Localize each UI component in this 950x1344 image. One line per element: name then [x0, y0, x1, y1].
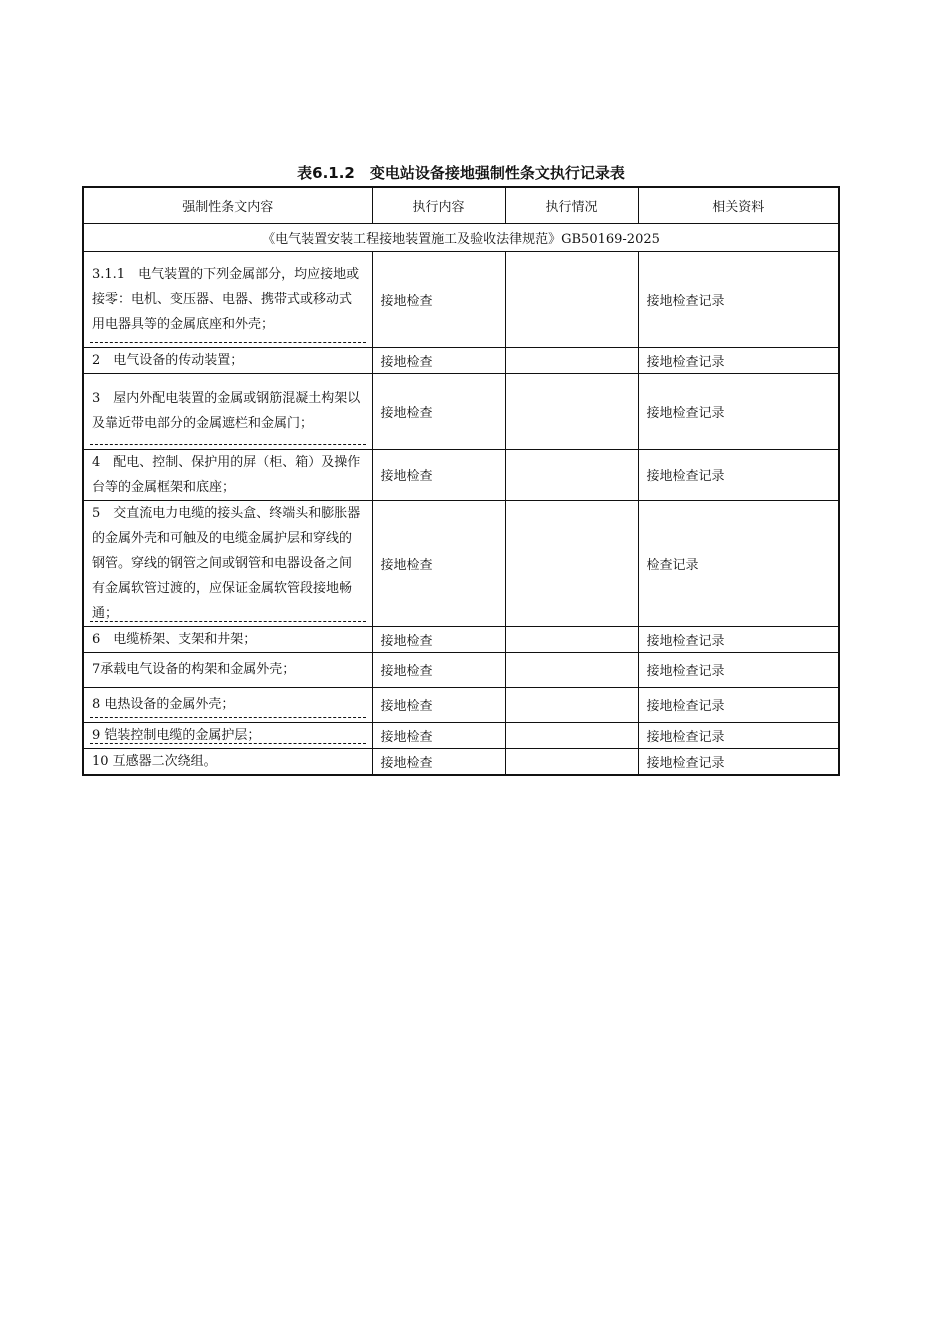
exec-cell: 接地检查 [372, 347, 505, 373]
clause-cell: 10 互感器二次绕组。 [83, 748, 372, 775]
table-title: 表6.1.2 变电站设备接地强制性条文执行记录表 [297, 164, 625, 182]
clause-cell: 9 铠装控制电缆的金属护层； [83, 722, 372, 748]
header-row [83, 187, 839, 223]
table-row [83, 251, 839, 347]
table-row [83, 449, 839, 500]
exec-cell: 接地检查 [372, 449, 505, 500]
exec-cell: 接地检查 [372, 500, 505, 626]
table-row [83, 500, 839, 626]
status-cell [505, 347, 638, 373]
table-row [83, 626, 839, 652]
clause-cell: 2 电气设备的传动装置； [83, 347, 372, 373]
docs-cell: 接地检查记录 [638, 626, 839, 652]
clause-cell: 5 交直流电力电缆的接头盒、终端头和膨胀器的金属外壳和可触及的电缆金属护层和穿线的钢管。穿线的钢管之间或钢管和电器设备之间有金属软管过渡的，应保证金属软管段接地畅通； [83, 500, 372, 626]
exec-cell: 接地检查 [372, 626, 505, 652]
exec-cell: 接地检查 [372, 251, 505, 347]
docs-cell: 接地检查记录 [638, 722, 839, 748]
status-cell [505, 722, 638, 748]
status-cell [505, 373, 638, 449]
status-cell [505, 687, 638, 722]
status-cell [505, 449, 638, 500]
clause-cell: 4 配电、控制、保护用的屏（柜、箱）及操作台等的金属框架和底座； [83, 449, 372, 500]
exec-cell: 接地检查 [372, 748, 505, 775]
exec-cell: 接地检查 [372, 373, 505, 449]
docs-cell: 接地检查记录 [638, 251, 839, 347]
clause-cell: 6 电缆桥架、支架和井架； [83, 626, 372, 652]
status-cell [505, 626, 638, 652]
docs-cell: 检查记录 [638, 500, 839, 626]
status-cell [505, 652, 638, 687]
header-clause: 强制性条文内容 [83, 187, 372, 223]
header-status: 执行情况 [505, 187, 638, 223]
status-cell [505, 251, 638, 347]
table-row [83, 652, 839, 687]
exec-cell: 接地检查 [372, 687, 505, 722]
standard-name: 《电气装置安装工程接地装置施工及验收法律规范》GB50169-2025 [83, 223, 839, 251]
table-row [83, 347, 839, 373]
table-row [83, 373, 839, 449]
status-cell [505, 748, 638, 775]
docs-cell: 接地检查记录 [638, 347, 839, 373]
status-cell [505, 500, 638, 626]
table-row [83, 687, 839, 722]
docs-cell: 接地检查记录 [638, 373, 839, 449]
clause-cell: 8 电热设备的金属外壳； [83, 687, 372, 722]
table-row [83, 722, 839, 748]
standard-row [83, 223, 839, 251]
exec-cell: 接地检查 [372, 652, 505, 687]
header-docs: 相关资料 [638, 187, 839, 223]
docs-cell: 接地检查记录 [638, 687, 839, 722]
clause-cell: 7承载电气设备的构架和金属外壳； [83, 652, 372, 687]
header-exec: 执行内容 [372, 187, 505, 223]
table-row [83, 748, 839, 775]
docs-cell: 接地检查记录 [638, 748, 839, 775]
exec-cell: 接地检查 [372, 722, 505, 748]
record-table [82, 186, 840, 776]
docs-cell: 接地检查记录 [638, 449, 839, 500]
docs-cell: 接地检查记录 [638, 652, 839, 687]
clause-cell: 3 屋内外配电装置的金属或钢筋混凝土构架以及靠近带电部分的金属遮栏和金属门； [83, 373, 372, 449]
clause-cell: 3.1.1 电气装置的下列金属部分，均应接地或接零：电机、变压器、电器、携带式或移动式用电器具等的金属底座和外壳； [83, 251, 372, 347]
